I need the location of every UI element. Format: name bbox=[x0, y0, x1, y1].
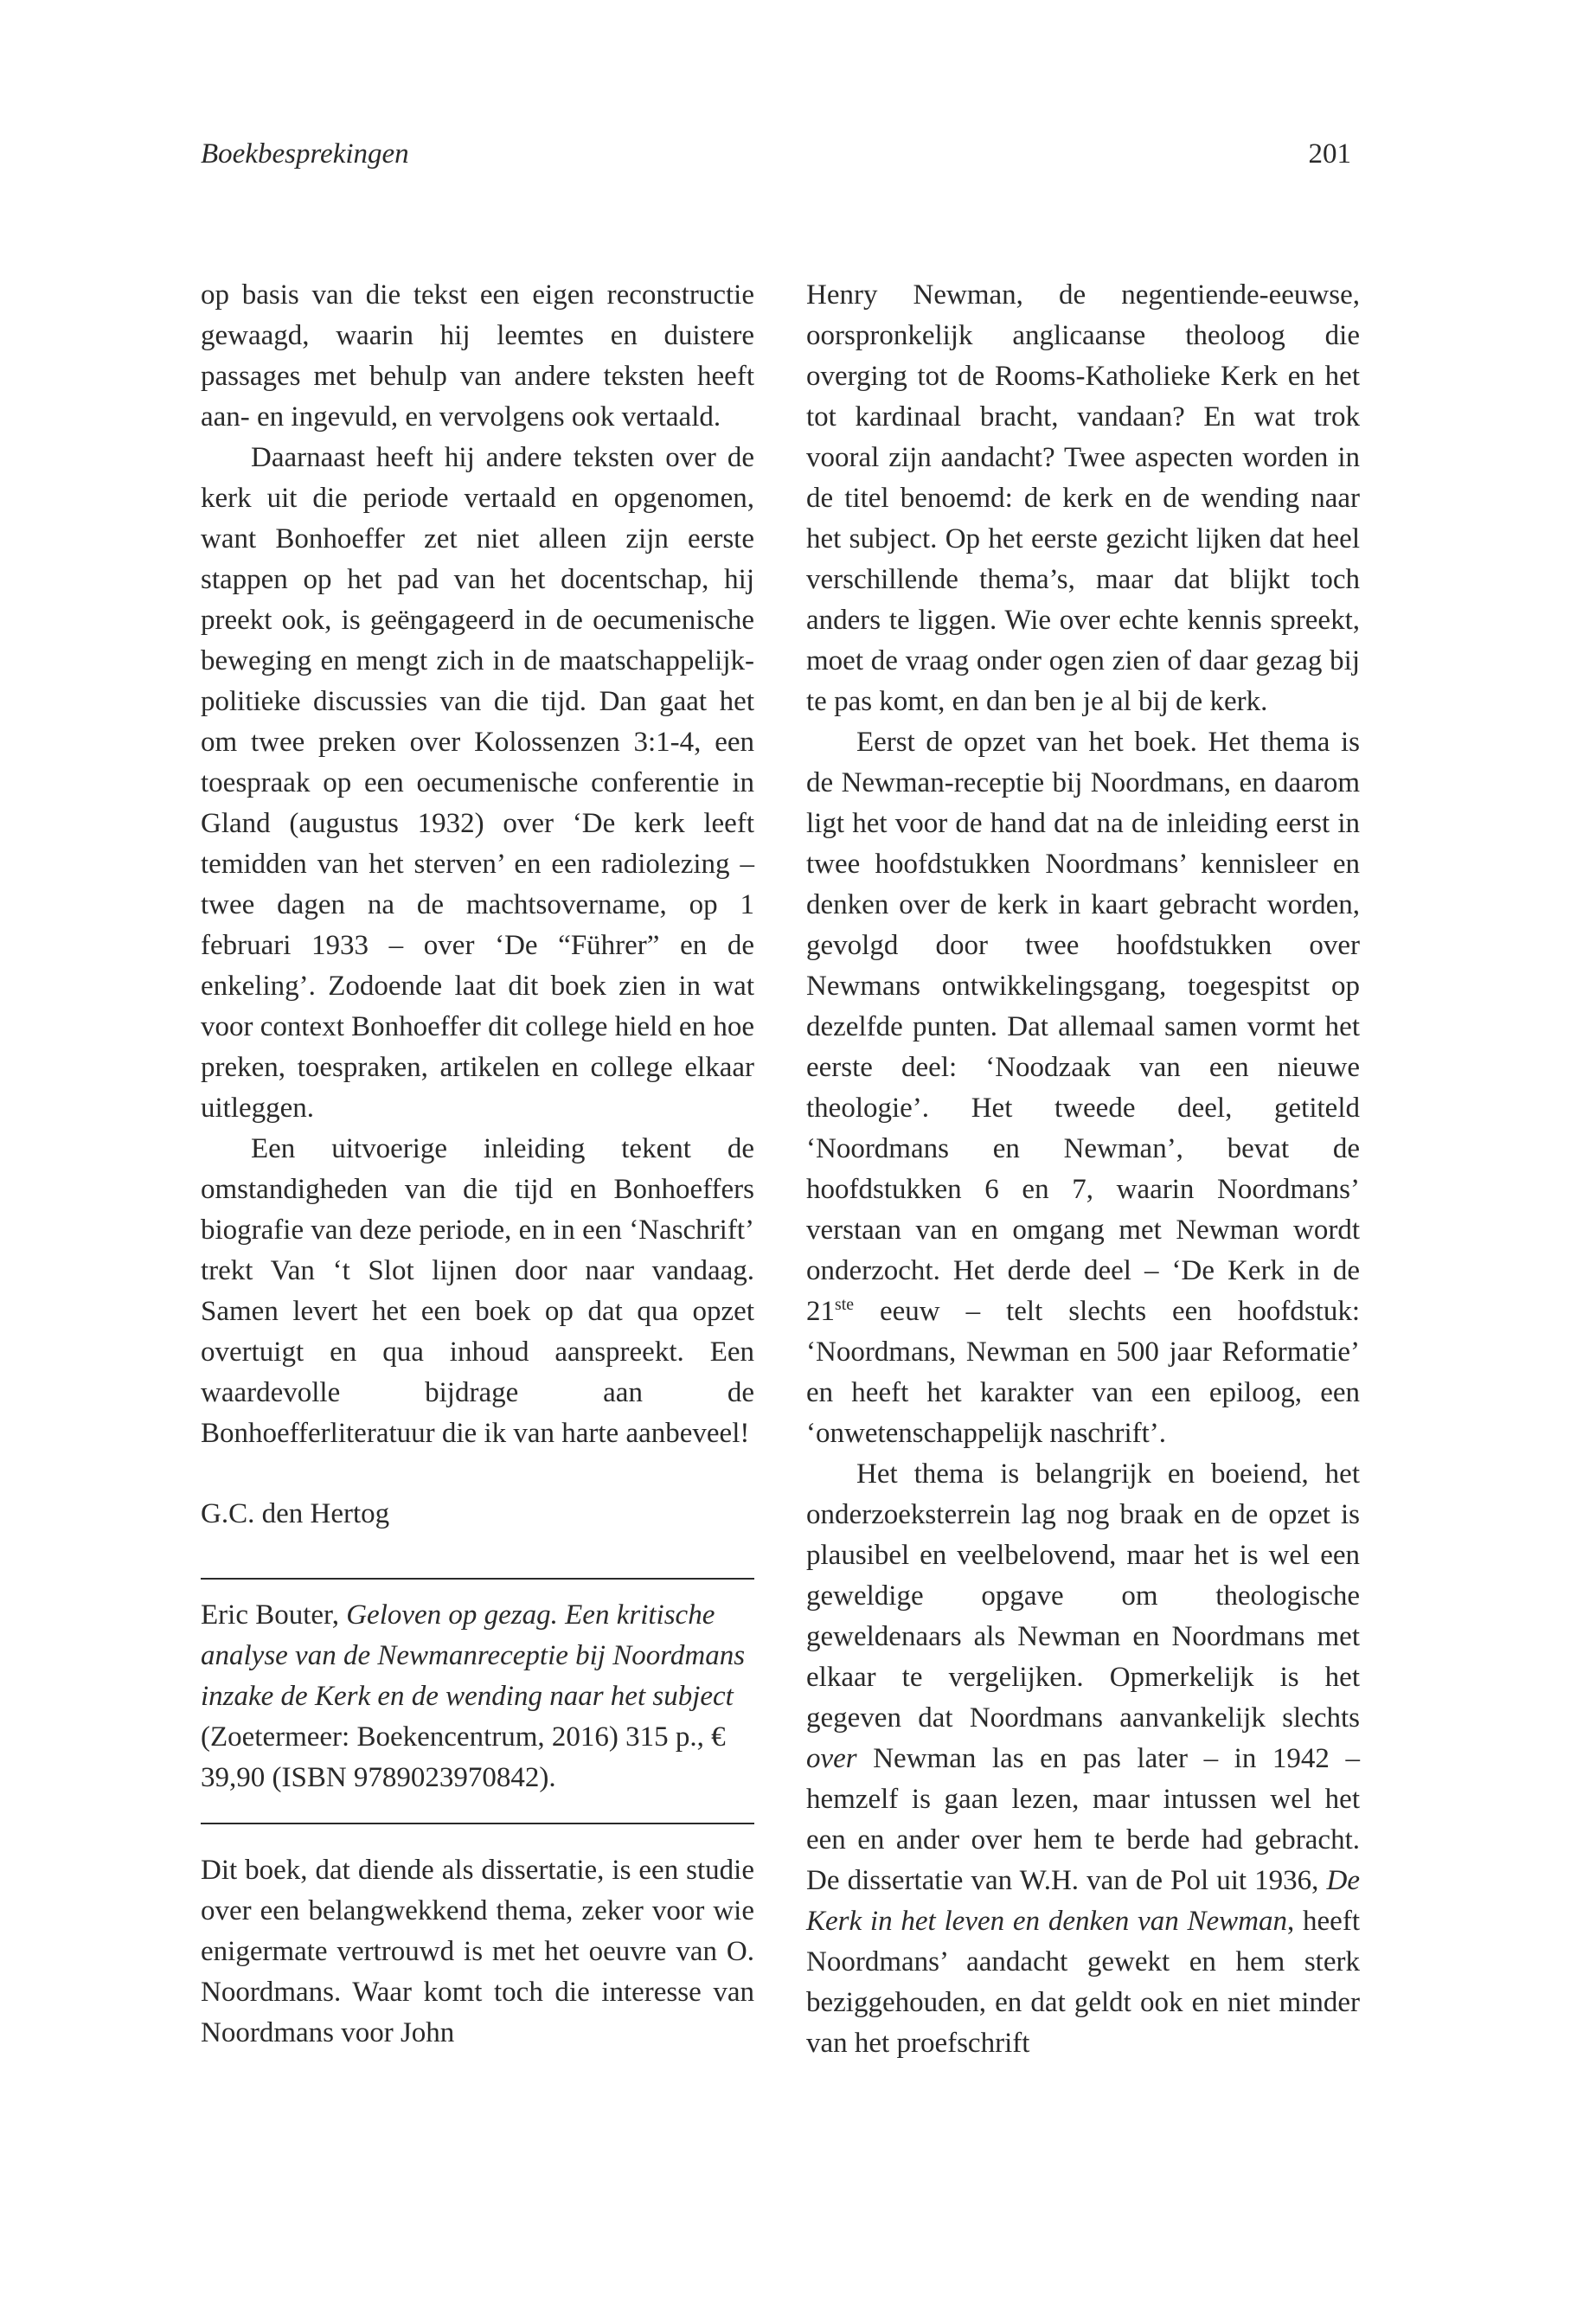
paragraph bbox=[806, 722, 1360, 1454]
text-run: Newman las en pas later – in 1942 – hemzelf is gaan lezen, maar intussen wel het een en ander over hem te berde had gebracht. De dissertatie van W.H. van de Pol uit 1936, bbox=[806, 1743, 1360, 1896]
bib-author: Eric Bouter, bbox=[201, 1599, 347, 1631]
paragraph: Een uitvoerige inleiding tekent de omstandigheden van die tijd en Bonhoeffers biografie van deze periode, en in een ‘Naschrift’ trekt Van ‘t Slot lijnen door naar vandaag. Samen levert het een boek op dat qua opzet overtuigt en qua inhoud aanspreekt. Een waardevolle bijdrage aan de Bonhoefferliteratuur die ik van harte aanbeveel! bbox=[201, 1133, 754, 1449]
bib-details: (Zoetermeer: Boekencentrum, 2016) 315 p., € 39,90 (ISBN 9789023970842). bbox=[201, 1721, 726, 1793]
bibliographic-entry bbox=[201, 1595, 754, 1798]
page-number: 201 bbox=[1308, 138, 1351, 170]
divider bbox=[201, 1823, 754, 1824]
emphasis: over bbox=[806, 1743, 857, 1774]
bib-title: Geloven op gezag. Een kritische analyse van de Newmanreceptie bij Noordmans inzake de Kerk en de wending naar het subject bbox=[201, 1599, 746, 1712]
ordinal-suffix: ste bbox=[835, 1295, 854, 1314]
left-column bbox=[201, 275, 754, 2054]
running-head bbox=[201, 138, 1351, 170]
text-run: Eerst de opzet van het boek. Het thema is de Newman-receptie bij Noordmans, en daarom ligt het voor de hand dat na de inleiding eerst in twee hoofdstukken Noordmans’ kennisleer en denken over de kerk in kaart gebracht worden, gevolgd door twee hoofdstukken over Newmans ontwikkelingsgang, toegespitst op dezelfde punten. Dat allemaal samen vormt het eerste deel: ‘Noodzaak van een nieuwe theologie’. Het tweede deel, getiteld ‘Noordmans en Newman’, bevat de hoofdstukken 6 en 7, waarin Noordmans’ verstaan van en omgang met Newman wordt onderzocht. Het derde deel – ‘De Kerk in de 21 bbox=[806, 727, 1360, 1327]
cited-title: De Kerk in het leven en denken van Newman bbox=[806, 1865, 1360, 1937]
paragraph: op basis van die tekst een eigen reconstructie gewaagd, waarin hij leemtes en duistere passages met behulp van andere teksten heeft aan- en ingevuld, en vervolgens ook vertaald. bbox=[201, 279, 754, 433]
reviewer-signature: G.C. den Hertog bbox=[201, 1498, 390, 1529]
text-run: , heeft Noordmans’ aandacht gewekt en hem sterk beziggehouden, en dat geldt ook en niet minder van het proefschrift bbox=[806, 1906, 1360, 2059]
paragraph: Dit boek, dat diende als dissertatie, is een studie over een belangwekkend thema, zeker voor wie enigermate vertrouwd is met het oeuvre van O. Noordmans. Waar komt toch die interesse van Noordmans voor John bbox=[201, 1855, 754, 2048]
text-run: eeuw – telt slechts een hoofdstuk: ‘Noordmans, Newman en 500 jaar Reformatie’ en heeft het karakter van een epiloog, een ‘onwetenschappelijk naschrift’. bbox=[806, 1296, 1360, 1449]
text-run: Het thema is belangrijk en boeiend, het onderzoeksterrein lag nog braak en de opzet is plausibel en veelbelovend, maar het is wel een geweldige opgave om theologische geweldenaars als Newman en Noordmans met elkaar te vergelijken. Opmerkelijk is het gegeven dat Noordmans aanvankelijk slechts bbox=[806, 1458, 1360, 1734]
paragraph bbox=[806, 1454, 1360, 2064]
paragraph: Henry Newman, de negentiende-eeuwse, oorspronkelijk anglicaanse theoloog die overging tot de Rooms-Katholieke Kerk en het tot kardinaal bracht, vandaan? En wat trok vooral zijn aandacht? Twee aspecten worden in de titel benoemd: de kerk en de wending naar het subject. Op het eerste gezicht lijken dat heel verschillende thema’s, maar dat blijkt toch anders te liggen. Wie over echte kennis spreekt, moet de vraag onder ogen zien of daar gezag bij te pas komt, en dan ben je al bij de kerk. bbox=[806, 279, 1360, 717]
paragraph: Daarnaast heeft hij andere teksten over de kerk uit die periode vertaald en opgenomen, want Bonhoeffer zet niet alleen zijn eerste stappen op het pad van het docentschap, hij preekt ook, is geëngageerd in de oecumenische beweging en mengt zich in de maatschappelijk-politieke discussies van die tijd. Dan gaat het om twee preken over Kolossenzen 3:1-4, een toespraak op een oecumenische conferentie in Gland (augustus 1932) over ‘De kerk leeft temidden van het sterven’ en een radiolezing – twee dagen na de machtsovername, op 1 februari 1933 – over ‘De “Führer” en de enkeling’. Zodoende laat dit boek zien in wat voor context Bonhoeffer dit college hield en hoe preken, toespraken, artikelen en college elkaar uitleggen. bbox=[201, 442, 754, 1124]
right-column bbox=[806, 275, 1360, 2064]
divider bbox=[201, 1578, 754, 1580]
section-title: Boekbesprekingen bbox=[201, 138, 409, 170]
